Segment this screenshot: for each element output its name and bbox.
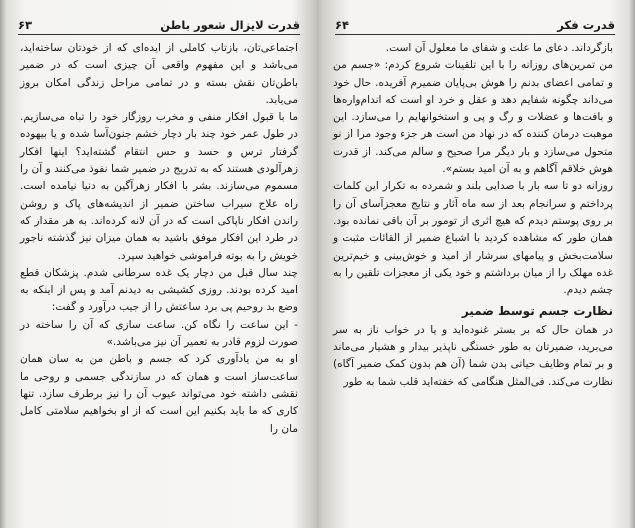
right-paragraph-1: بازگرداند. دعای ما علت و شفای ما معلول آن است. <box>385 42 613 54</box>
right-paragraph-3: روزانه دو تا سه بار با صدایی بلند و شمرده به تکرار این کلمات پرداختم و سرانجام بعد از سه ماه آثار و نتایج معجزآسای آن را بر روی پوستم دیدم که هیچ اثری از تومور بر آن باقی نمانده بود. <box>333 180 613 227</box>
right-header-rule <box>335 34 615 35</box>
left-closing-paragraph: او به من یادآوری کرد که جسم و باطن من به سان همان ساعت‌ساز است و همان که در سازندگی جسمی و روحی ما نقشی داشته خود می‌تواند عیوب آن را نیز برطرف سازد. تنها کاری که ما باید بکنیم این است که از او بخواهیم سلامتی کامل مان را <box>20 353 298 435</box>
right-running-head <box>335 14 615 32</box>
left-paragraph-2: ما با قبول افکار منفی و مخرب روزگار خود را تباه می‌سازیم. در طول عمر خود چند بار دچار خشم جنون‌آسا شده و یا بیهوده گرفتار ترس و حسد و حس انتقام گشته‌اید؟ اینها افکار زهرآلودی هستند که به تدریج در ضمیر شما نفوذ می‌کنند و آن را مسموم می‌سازند. بشر با افکار زهرآگین به دنیا نیامده است. راه علاج سیراب ساختن ضمیر از اندیشه‌های پاک و روشن راندن افکار ناپاکی است که در آن لانه کرده‌اند. به هر مقدار که در طرد این افکار موفق باشید به همان میزان نیز گذشته ناجور خویش را به بوته فراموشی خواهید سپرد. <box>20 111 298 262</box>
right-header-title: قدرت فکر <box>557 18 615 32</box>
left-bullet-paragraph: - این ساعت را نگاه کن. ساعت سازی که آن را ساخته در صورت لزوم قادر به تعمیر آن نیز می‌باشد.» <box>20 318 298 349</box>
section-heading: نظارت جسم توسط ضمیر <box>461 304 613 319</box>
left-paragraph-3: چند سال قبل من دچار یک غده سرطانی شدم. پزشکان قطع امید کرده بودند. روزی کشیشی به دیدنم آمد و پس از اینکه به وضع بد روحیم پی برد ساعتش را از جیب درآورد و گفت: <box>20 266 298 314</box>
left-page-number: ۶۳ <box>18 18 33 32</box>
right-page-edge-shadow <box>629 0 635 528</box>
right-page-number: ۶۴ <box>335 18 350 32</box>
left-header-title: قدرت لایزال شعور باطن <box>160 18 300 32</box>
right-paragraph-2: من تمرین‌های روزانه را با این تلقینات شروع کردم: «جسم من و تمامی اعضای بدنم را هوش بی‌پایان ضمیرم آفریده. حال خود می‌داند چگونه شفایم دهد و عقل و خرد او است که اندام‌واره‌ها و بافت‌ها و عضلات و رگ و پی و استخوانهایم را می‌سازد. این موهبت درمان کننده که در نهاد من است هر جزء وجود مرا از نو متحول می‌سازد و بار دیگر مرا صحیح و سالم می‌کند. از قدرت هوش خلاقم آگاهم و به آن امید بستم». <box>333 59 613 176</box>
right-section-paragraph: در همان حال که بر بستر غنوده‌اید و یا در خواب ناز به سر می‌برید، ضمیرتان به طور خستگی ناپذیر بیدار و هشیار می‌ماند و بر تمام وظایف حیاتی بدن شما (آن هم بدون کمک ضمیر آگاه) نظارت می‌کند. فی‌المثل هنگامی که خفته‌اید قلب شما به طور <box>333 323 613 388</box>
left-page-edge-shadow <box>0 0 6 528</box>
left-paragraph-1: اجتماعی‌تان، بازتاب کاملی از ایده‌ای که از خودتان ساخته‌اید، می‌باشد و این مفهوم واقعی آن چیزی است که در ضمیر باطن‌تان نقش بسته و در تمامی مراحل زندگی امکان بروز می‌یابد. <box>20 42 298 106</box>
right-body-text <box>333 40 613 391</box>
left-running-head <box>18 14 300 32</box>
left-page <box>0 0 314 528</box>
left-body-text <box>20 40 298 438</box>
left-header-rule <box>18 34 300 35</box>
right-paragraph-4: همان طور که مشاهده کردید با اشباع ضمیر از القائات مثبت و سلامت‌بخش و پیامهای سرشار از امید و خوش‌بینی و خیم‌ترین غده مهلک را از میان برداشتم و خود یکی از معجزات تلقین را به چشم دیدم. <box>333 232 613 297</box>
right-page <box>321 0 635 528</box>
